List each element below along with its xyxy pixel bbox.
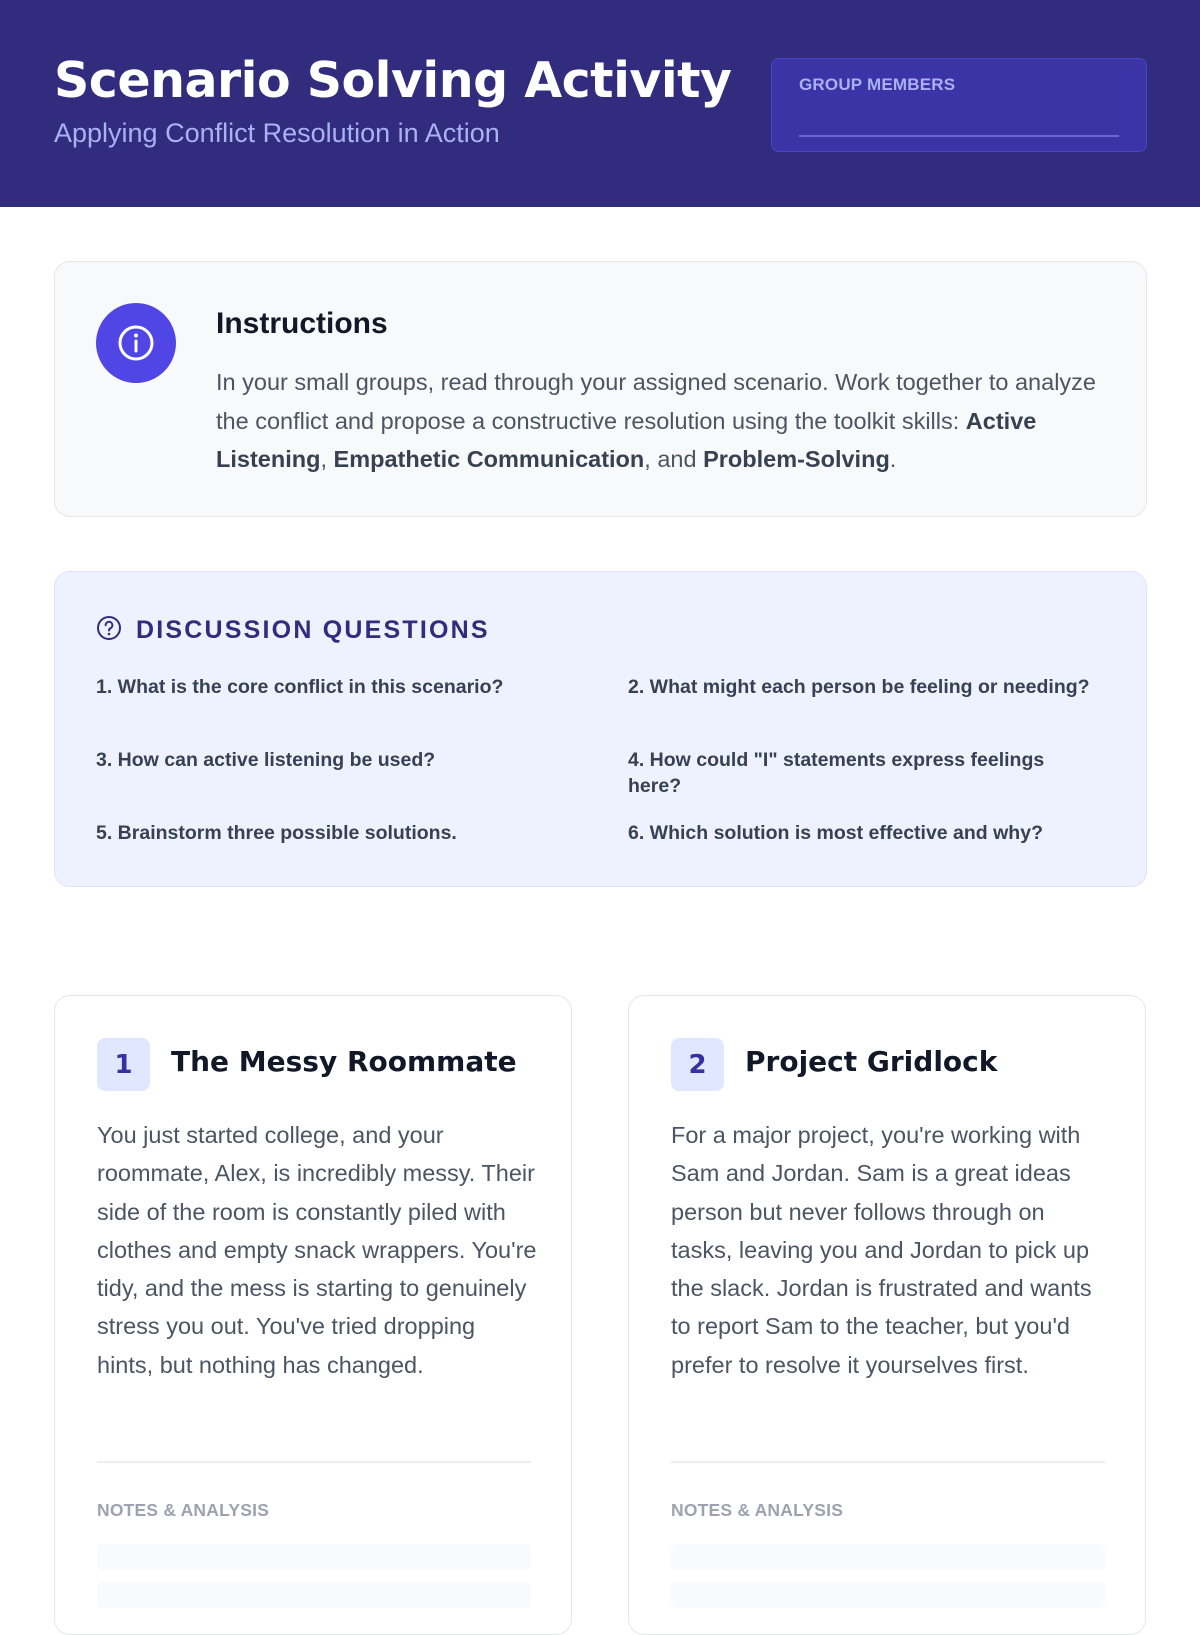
skill-empathetic-communication: Empathetic Communication [333, 446, 645, 472]
instructions-title: Instructions [216, 307, 388, 340]
scenario-title: Project Gridlock [745, 1045, 998, 1078]
scenario-card-project-gridlock [628, 995, 1146, 1635]
scenario-description: You just started college, and your roommate, Alex, is incredibly messy. Their side of the room is constantly piled with clothes and empty snack wrappers. You're tidy, and the mess is starting to genuinely stress you out. You've tried dropping hints, but nothing has changed. [97, 1122, 537, 1378]
group-members-input-line[interactable] [799, 135, 1119, 137]
skill-problem-solving: Problem-Solving [703, 446, 890, 472]
scenario-number-badge: 1 [97, 1038, 150, 1091]
notes-label: NOTES & ANALYSIS [671, 1500, 844, 1520]
notes-label: NOTES & ANALYSIS [97, 1500, 270, 1520]
scenario-number-badge: 2 [671, 1038, 724, 1091]
page-title: Scenario Solving Activity [54, 52, 732, 109]
scenario-title: The Messy Roommate [171, 1045, 517, 1078]
question-item: 2. What might each person be feeling or needing? [628, 676, 1090, 698]
scenario-description: For a major project, you're working with Sam and Jordan. Sam is a great ideas person but never follows through on tasks, leaving you and Jordan to pick up the slack. Jordan is frustrated and wants to report Sam to the teacher, but you'd prefer to resolve it yourselves first. [671, 1122, 1092, 1378]
instructions-card [54, 261, 1147, 517]
group-members-field[interactable] [771, 58, 1147, 152]
scenario-card-messy-roommate [54, 995, 572, 1635]
discussion-questions-header [96, 615, 490, 646]
question-item: 3. How can active listening be used? [96, 749, 436, 771]
notes-line[interactable] [97, 1582, 531, 1608]
notes-line[interactable] [97, 1544, 531, 1570]
discussion-questions-card [54, 571, 1147, 887]
divider [97, 1461, 531, 1463]
page-header [0, 0, 1200, 207]
page-subtitle: Applying Conflict Resolution in Action [54, 118, 500, 148]
instructions-text: In your small groups, read through your assigned scenario. Work together to analyze the conflict and propose a constructive resolution using the toolkit skills: Active Listening, Empathetic Communication, and Problem-Solving. [216, 369, 1096, 472]
group-members-label: GROUP MEMBERS [799, 75, 956, 94]
question-item: 4. How could "I" statements express feelings here? [628, 749, 1045, 797]
question-circle-icon [96, 615, 122, 646]
question-item: 6. Which solution is most effective and why? [628, 822, 1043, 844]
question-item: 1. What is the core conflict in this scenario? [96, 676, 504, 698]
divider [671, 1461, 1105, 1463]
notes-line[interactable] [671, 1582, 1105, 1608]
info-icon [96, 303, 176, 383]
notes-line[interactable] [671, 1544, 1105, 1570]
discussion-questions-title: DISCUSSION QUESTIONS [136, 616, 490, 644]
skill-active-listening: Active Listening [216, 407, 1037, 472]
question-item: 5. Brainstorm three possible solutions. [96, 822, 457, 844]
